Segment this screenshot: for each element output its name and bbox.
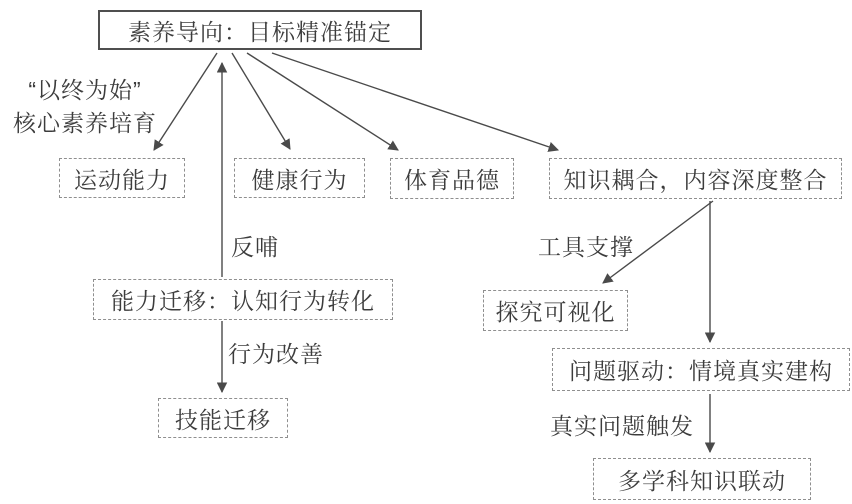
node-ability-transfer: 能力迁移：认知行为转化 xyxy=(93,279,393,320)
node-sports-morality: 体育品德 xyxy=(390,158,514,199)
node-goal: 素养导向：目标精准锚定 xyxy=(98,10,422,50)
node-knowledge-coupling: 知识耦合，内容深度整合 xyxy=(549,158,842,199)
edge-goal-to-sports-morality xyxy=(247,53,398,150)
node-problem-driven: 问题驱动：情境真实建构 xyxy=(552,348,850,391)
edge-label-feedback: 反哺 xyxy=(231,234,279,260)
edge-goal-to-health-behavior xyxy=(232,53,290,149)
edge-goal-to-knowledge-coupling xyxy=(272,53,558,150)
node-health-behavior: 健康行为 xyxy=(234,158,365,198)
node-multidisciplinary: 多学科知识联动 xyxy=(593,458,811,500)
annotation-principle-line1: “以终为始” xyxy=(28,77,142,103)
node-inquiry-visualization: 探究可视化 xyxy=(483,290,628,331)
node-skill-transfer: 技能迁移 xyxy=(158,398,288,438)
edge-label-tool-support: 工具支撑 xyxy=(538,234,634,260)
edge-label-behavior-improvement: 行为改善 xyxy=(228,341,324,367)
node-motor-ability: 运动能力 xyxy=(59,158,185,198)
annotation-principle-line2: 核心素养培育 xyxy=(13,110,157,136)
edge-label-real-problem-trigger: 真实问题触发 xyxy=(550,413,694,439)
annotation-principle xyxy=(0,74,170,140)
